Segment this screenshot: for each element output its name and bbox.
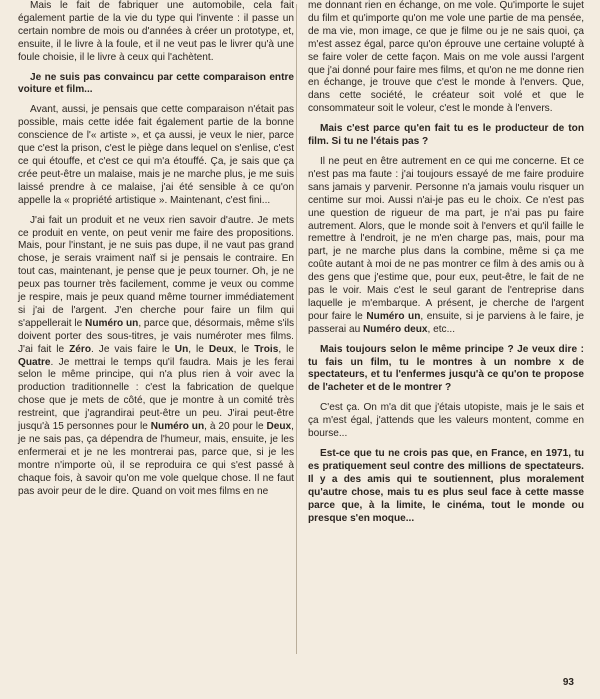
interview-question: Mais c'est parce qu'en fait tu es le producteur de ton film. Si tu ne l'étais pas ? [308, 123, 584, 148]
column-divider [296, 4, 297, 654]
paragraph: C'est ça. On m'a dit que j'étais utopiste, mais je le sais et ça m'est égal, j'attends que les valeurs montent, comme en bourse... [308, 402, 584, 440]
right-column [308, 0, 584, 532]
left-column [18, 0, 294, 506]
paragraph: J'ai fait un produit et ne veux rien savoir d'autre. Je mets ce produit en vente, on peut venir me faire des propositions. Mais, pour l'instant, je ne suis pas dupe, il ne vaut pas grand chose, je serais vraiment naïf si je pensais le contraire. En tout cas, maintenant, je pense que je peux tourner. Oh, je ne peux pas tourner très facilement, comme je veux ou comme je respire, mais je peux quand même tourner immédiatement si j'ai de l'argent. J'en cherche pour faire un film qui s'appellerait le Numéro un, parce que, désormais, même s'ils doivent porter des sous-titres, je vais numéroter mes films. J'ai fait le Zéro. Je vais faire le Un, le Deux, le Trois, le Quatre. Je mettrai le temps qu'il faudra. Mais je les ferai selon le même principe, qui n'a plus rien à voir avec la production traditionnelle : c'est la fabrication de quelque chose que je mets de côté, que je montre à un comité très restreint, que j'agrandirai peut-être un peu. J'irai peut-être jusqu'à 15 personnes pour le Numéro un, à 20 pour le Deux, je ne sais pas, ça dépendra de l'humeur, mais, ensuite, je les enfermerai et je ne les montrerai pas, parce que, si je les montre n'importe où, il se reproduira ce qui s'est passé à chaque fois, à savoir qu'on me vole quelque chose. Il ne faut pas avoir peur de le dire. Quand on voit mes films en ne [18, 214, 294, 497]
interview-question: Je ne suis pas convaincu par cette comparaison entre voiture et film... [18, 71, 294, 96]
page-number: 93 [562, 677, 574, 688]
paragraph: me donnant rien en échange, on me vole. Qu'importe le sujet du film et qu'importe qu'on me vole une partie de ma pensée, de ma vie, mon image, ce que je filme ou je ne sais quoi, ça m'est assez égal, parce qu'on éprouve une certaine volupté à se faire voler de cette façon. Mais on me vole aussi l'argent que j'ai donné pour faire mes films, et qu'on ne me donne rien en échange, je trouve que c'est le monde à l'envers. Que, dans cette société, le créateur soit volé et que le consommateur soit le voleur, c'est le monde à l'envers. [308, 0, 584, 115]
paragraph: Il ne peut en être autrement en ce qui me concerne. Et ce n'est pas ma faute : j'ai toujours essayé de me faire produire sans jamais y parvenir. Personne n'a jamais voulu risquer un centime sur moi. Aussi n'ai-je pas eu le choix. Ce n'est pas une question de rigueur de ma part, je n'ai pas pu faire autrement. Alors, que le monde soit à l'envers et qu'il faille le remettre à l'endroit, je ne m'en charge pas, mais, pour ma part, je ne marche plus dans la combine, même si ça me coûte autant à moi de ne pas montrer ce film à des amis ou à des gens que j'estime que, pour eux, peut-être, le fait de ne pas le voir. Mais c'est le seul garant de l'entreprise dans laquelle je m'embarque. A présent, je cherche de l'argent pour faire le Numéro un, ensuite, si je parviens à le faire, je passerai au Numéro deux, etc... [308, 155, 585, 335]
paragraph: Avant, aussi, je pensais que cette comparaison n'était pas possible, mais cette idée fait également partie de la bonne conscience de l'« artiste », et ça aussi, je veux le nier, parce que c'est la prison, c'est le piège dans lequel on s'enlise, c'est ce qui étouffe, et c'est ce qui m'a étouffé. Ça, je sais que ça crée peut-être un malaise, mais je ne marche plus, je me suis laissé prendre à ce malaise, j'ai été sensible à ce qu'on appelle la « propriété artistique ». Maintenant, c'est fini... [18, 104, 294, 206]
paragraph: Mais le fait de fabriquer une automobile, cela fait également partie de la vie du type qui l'invente : il passe un certain nombre de mois ou d'années à créer un prototype, et, ensuite, il le livre à la foule, et il ne veut pas le livrer qu'à une foule choisie, il le livre à ceux qui l'achètent. [18, 0, 294, 63]
interview-question: Mais toujours selon le même principe ? Je veux dire : tu fais un film, tu le montres à un nombre x de spectateurs, et tu l'enfermes jusqu'à ce qu'on te propose de l'acheter et de le montrer ? [308, 343, 584, 394]
interview-question: Est-ce que tu ne crois pas que, en France, en 1971, tu es pratiquement seul contre des millions de spectateurs. Il y a des amis qui te soutiennent, plus moralement qu'autre chose, mais tu es plus seul face à cette masse parce que, à la limite, le cinéma, tout le monde ou presque s'en moque... [308, 448, 584, 524]
